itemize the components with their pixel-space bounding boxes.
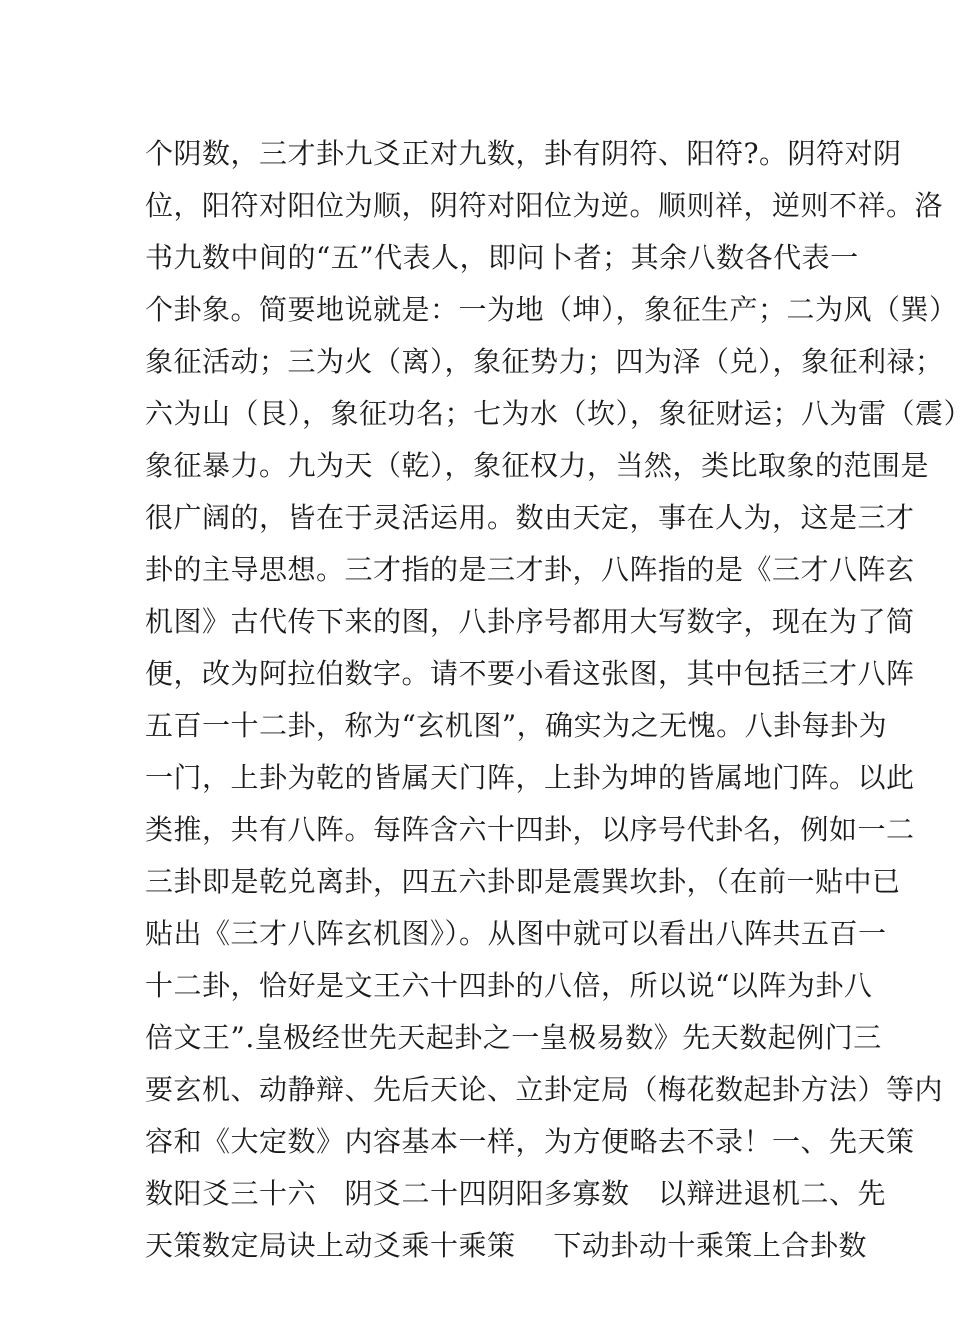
text-line-4: 个卦象。简要地说就是：一为地（坤），象征生产；二为风（巽） <box>145 293 958 326</box>
text-line-14: 类推，共有八阵。每阵含六十四卦，以序号代卦名，例如一二 <box>145 813 915 846</box>
text-line-16: 贴出《三才八阵玄机图》）。从图中就可以看出八阵共五百一 <box>145 917 887 950</box>
text-line-17: 十二卦，恰好是文王六十四卦的八倍，所以说“以阵为卦八 <box>145 969 873 1002</box>
text-line-18: 倍文王”.皇极经世先天起卦之一皇极易数》先天数起例门三 <box>145 1021 882 1054</box>
text-line-10: 机图》古代传下来的图，八卦序号都用大写数字，现在为了简 <box>145 605 915 638</box>
text-line-13: 一门，上卦为乾的皆属天门阵，上卦为坤的皆属地门阵。以此 <box>145 761 915 794</box>
text-line-20: 容和《大定数》内容基本一样，为方便略去不录！一、先天策 <box>145 1125 915 1158</box>
text-line-8: 很广阔的，皆在于灵活运用。数由天定，事在人为，这是三才 <box>145 501 915 534</box>
text-line-11: 便，改为阿拉伯数字。请不要小看这张图，其中包括三才八阵 <box>145 657 915 690</box>
text-line-19: 要玄机、动静辩、先后天论、立卦定局（梅花数起卦方法）等内 <box>145 1073 944 1106</box>
body-text <box>145 128 972 1272</box>
text-line-5: 象征活动；三为火（离），象征势力；四为泽（兑），象征利禄； <box>145 345 944 378</box>
text-line-3: 书九数中间的“五”代表人，即问卜者；其余八数各代表一 <box>145 241 859 274</box>
text-line-22: 天策数定局诀上动爻乘十乘策 下动卦动十乘策上合卦数 <box>145 1229 867 1262</box>
text-line-12: 五百一十二卦，称为“玄机图”，确实为之无愧。八卦每卦为 <box>145 709 888 742</box>
text-line-21: 数阳爻三十六 阴爻二十四阴阳多寡数 以辩进退机二、先 <box>145 1177 887 1210</box>
text-line-7: 象征暴力。九为天（乾），象征权力，当然，类比取象的范围是 <box>145 449 930 482</box>
text-line-15: 三卦即是乾兑离卦，四五六卦即是震巽坎卦，（在前一贴中已 <box>145 865 901 898</box>
text-line-9: 卦的主导思想。三才指的是三才卦，八阵指的是《三才八阵玄 <box>145 553 915 586</box>
text-line-2: 位，阳符对阳位为顺，阴符对阳位为逆。顺则祥，逆则不祥。洛 <box>145 189 944 222</box>
text-line-1: 个阴数，三才卦九爻正对九数，卦有阴符、阳符?。阴符对阴 <box>145 137 902 170</box>
text-line-6: 六为山（艮），象征功名；七为水（坎），象征财运；八为雷（震） <box>145 397 972 430</box>
